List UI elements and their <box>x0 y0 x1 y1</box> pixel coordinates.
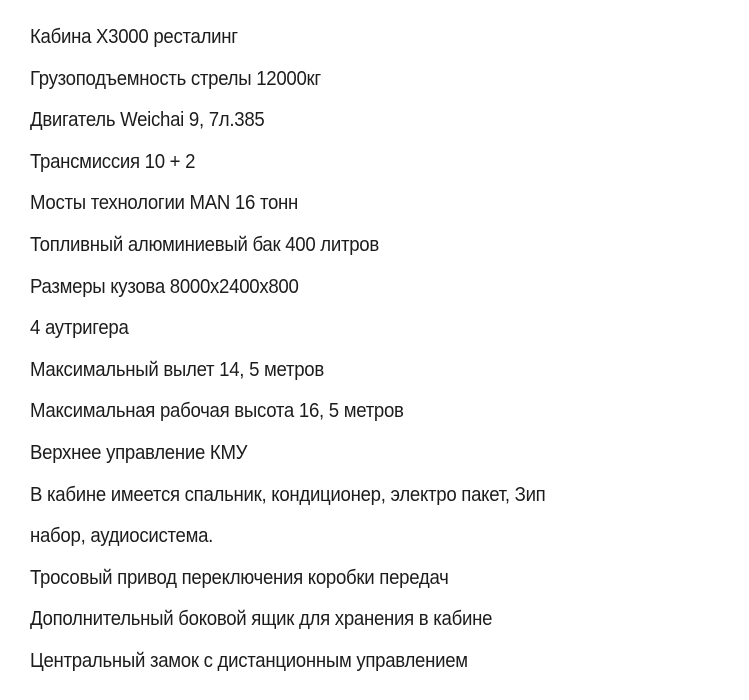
spec-line-max-working-height: Максимальная рабочая высота 16, 5 метров <box>30 400 404 423</box>
spec-line-max-reach: Максимальный вылет 14, 5 метров <box>30 358 324 381</box>
spec-line-boom-capacity: Грузоподъемность стрелы 12000кг <box>30 67 321 90</box>
spec-line-gearshift-drive: Тросовый привод переключения коробки передач <box>30 566 449 589</box>
spec-line-upper-control: Верхнее управление КМУ <box>30 441 248 464</box>
spec-line-cabin-equipment-cont: набор, аудиосистема. <box>30 525 214 548</box>
spec-line-outriggers: 4 аутригера <box>30 317 129 340</box>
spec-line-fuel-tank: Топливный алюминиевый бак 400 литров <box>30 233 379 256</box>
spec-list <box>30 22 729 688</box>
spec-line-transmission: Трансмиссия 10 + 2 <box>30 150 196 173</box>
spec-line-central-lock: Центральный замок с дистанционным управлением <box>30 649 468 672</box>
spec-line-axles: Мосты технологии MAN 16 тонн <box>30 192 299 215</box>
spec-line-cabin-equipment: В кабине имеется спальник, кондиционер, электро пакет, Зип <box>30 483 546 506</box>
spec-line-engine: Двигатель Weichai 9, 7л.385 <box>30 109 265 132</box>
spec-line-side-box: Дополнительный боковой ящик для хранения в кабине <box>30 608 493 631</box>
spec-line-cabin: Кабина X3000 ресталинг <box>30 26 238 48</box>
spec-line-body-dimensions: Размеры кузова 8000х2400х800 <box>30 275 299 298</box>
